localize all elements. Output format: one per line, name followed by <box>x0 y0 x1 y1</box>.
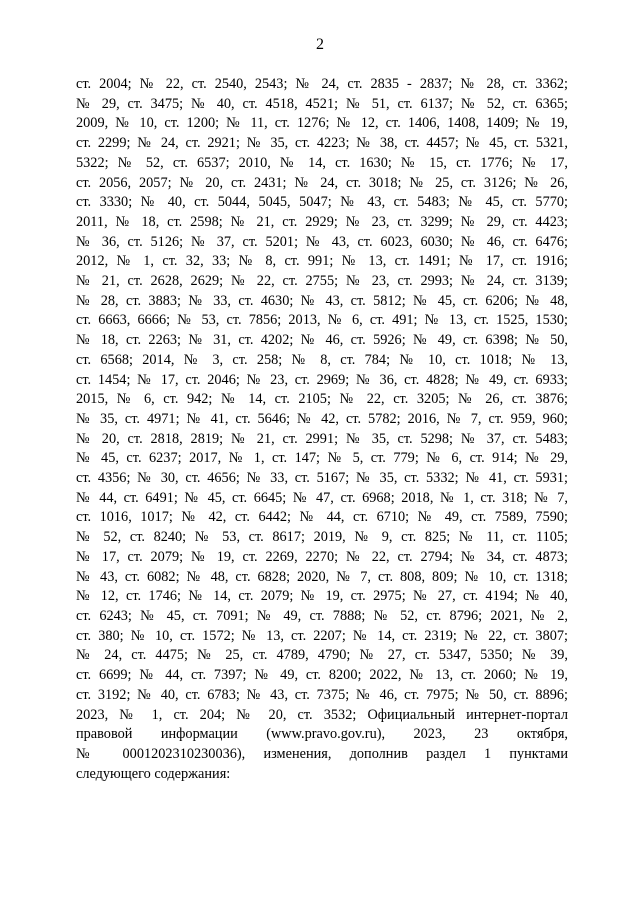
text-line: № 12, ст. 1746; № 14, ст. 2079; № 19, ст. 2975; № 27, ст. 4194; № 40, <box>76 588 568 605</box>
text-line: № 43, ст. 6082; № 48, ст. 6828; 2020, № 7, ст. 808, 809; № 10, ст. 1318; <box>76 568 568 585</box>
text-line: 5322; № 52, ст. 6537; 2010, № 14, ст. 1630; № 15, ст. 1776; № 17, <box>76 154 568 171</box>
text-line: ст. 2004; № 22, ст. 2540, 2543; № 24, ст. 2835 - 2837; № 28, ст. 3362; <box>76 76 568 92</box>
text-line: ст. 4356; № 30, ст. 4656; № 33, ст. 5167; № 35, ст. 5332; № 41, ст. 5931; <box>76 470 568 487</box>
text-line: 2012, № 1, ст. 32, 33; № 8, ст. 991; № 13, ст. 1491; № 17, ст. 1916; <box>76 253 568 270</box>
text-line: ст. 6699; № 44, ст. 7397; № 49, ст. 8200; 2022, № 13, ст. 2060; № 19, <box>76 667 568 684</box>
text-line: ст. 380; № 10, ст. 1572; № 13, ст. 2207; № 14, ст. 2319; № 22, ст. 3807; <box>76 627 568 644</box>
text-line: 2023, № 1, ст. 204; № 20, ст. 3532; Официальный интернет-портал <box>76 706 568 723</box>
text-line: ст. 6568; 2014, № 3, ст. 258; № 8, ст. 784; № 10, ст. 1018; № 13, <box>76 351 568 368</box>
text-line: № 36, ст. 5126; № 37, ст. 5201; № 43, ст. 6023, 6030; № 46, ст. 6476; <box>76 233 568 250</box>
text-line: № 35, ст. 4971; № 41, ст. 5646; № 42, ст. 5782; 2016, № 7, ст. 959, 960; <box>76 410 568 427</box>
text-line: правовой информации (www.pravo.gov.ru), 2023, 23 октября, <box>76 726 568 743</box>
text-line: ст. 3192; № 40, ст. 6783; № 43, ст. 7375; № 46, ст. 7975; № 50, ст. 8896; <box>76 686 568 703</box>
text-line: № 44, ст. 6491; № 45, ст. 6645; № 47, ст. 6968; 2018, № 1, ст. 318; № 7, <box>76 489 568 506</box>
text-line: 2015, № 6, ст. 942; № 14, ст. 2105; № 22, ст. 3205; № 26, ст. 3876; <box>76 391 568 408</box>
text-line: № 28, ст. 3883; № 33, ст. 4630; № 43, ст. 5812; № 45, ст. 6206; № 48, <box>76 292 568 309</box>
text-line: № 21, ст. 2628, 2629; № 22, ст. 2755; № 23, ст. 2993; № 24, ст. 3139; <box>76 273 568 290</box>
text-line: следующего содержания: <box>76 765 231 782</box>
text-line: ст. 6663, 6666; № 53, ст. 7856; 2013, № 6, ст. 491; № 13, ст. 1525, 1530; <box>76 312 568 329</box>
body-text <box>76 75 568 784</box>
text-line: № 29, ст. 3475; № 40, ст. 4518, 4521; № 51, ст. 6137; № 52, ст. 6365; <box>76 95 568 112</box>
text-line: ст. 1454; № 17, ст. 2046; № 23, ст. 2969; № 36, ст. 4828; № 49, ст. 6933; <box>76 371 568 388</box>
text-line: ст. 3330; № 40, ст. 5044, 5045, 5047; № 43, ст. 5483; № 45, ст. 5770; <box>76 194 568 211</box>
text-line: 2011, № 18, ст. 2598; № 21, ст. 2929; № 23, ст. 3299; № 29, ст. 4423; <box>76 213 568 230</box>
page-number: 2 <box>316 36 324 53</box>
text-line: ст. 2056, 2057; № 20, ст. 2431; № 24, ст. 3018; № 25, ст. 3126; № 26, <box>76 174 568 191</box>
text-line: ст. 1016, 1017; № 42, ст. 6442; № 44, ст. 6710; № 49, ст. 7589, 7590; <box>76 509 568 526</box>
text-line: № 17, ст. 2079; № 19, ст. 2269, 2270; № 22, ст. 2794; № 34, ст. 4873; <box>76 548 568 565</box>
text-line: ст. 6243; № 45, ст. 7091; № 49, ст. 7888; № 52, ст. 8796; 2021, № 2, <box>76 607 568 624</box>
text-line: № 20, ст. 2818, 2819; № 21, ст. 2991; № 35, ст. 5298; № 37, ст. 5483; <box>76 430 568 447</box>
text-line: № 45, ст. 6237; 2017, № 1, ст. 147; № 5, ст. 779; № 6, ст. 914; № 29, <box>76 450 568 467</box>
text-line: № 52, ст. 8240; № 53, ст. 8617; 2019, № 9, ст. 825; № 11, ст. 1105; <box>76 529 568 546</box>
text-line: 2009, № 10, ст. 1200; № 11, ст. 1276; № 12, ст. 1406, 1408, 1409; № 19, <box>76 115 568 132</box>
text-line: ст. 2299; № 24, ст. 2921; № 35, ст. 4223; № 38, ст. 4457; № 45, ст. 5321, <box>76 135 568 152</box>
text-line: № 0001202310230036), изменения, дополнив раздел 1 пунктами <box>76 745 568 762</box>
text-line: № 24, ст. 4475; № 25, ст. 4789, 4790; № 27, ст. 5347, 5350; № 39, <box>76 647 568 664</box>
text-line: № 18, ст. 2263; № 31, ст. 4202; № 46, ст. 5926; № 49, ст. 6398; № 50, <box>76 332 568 349</box>
